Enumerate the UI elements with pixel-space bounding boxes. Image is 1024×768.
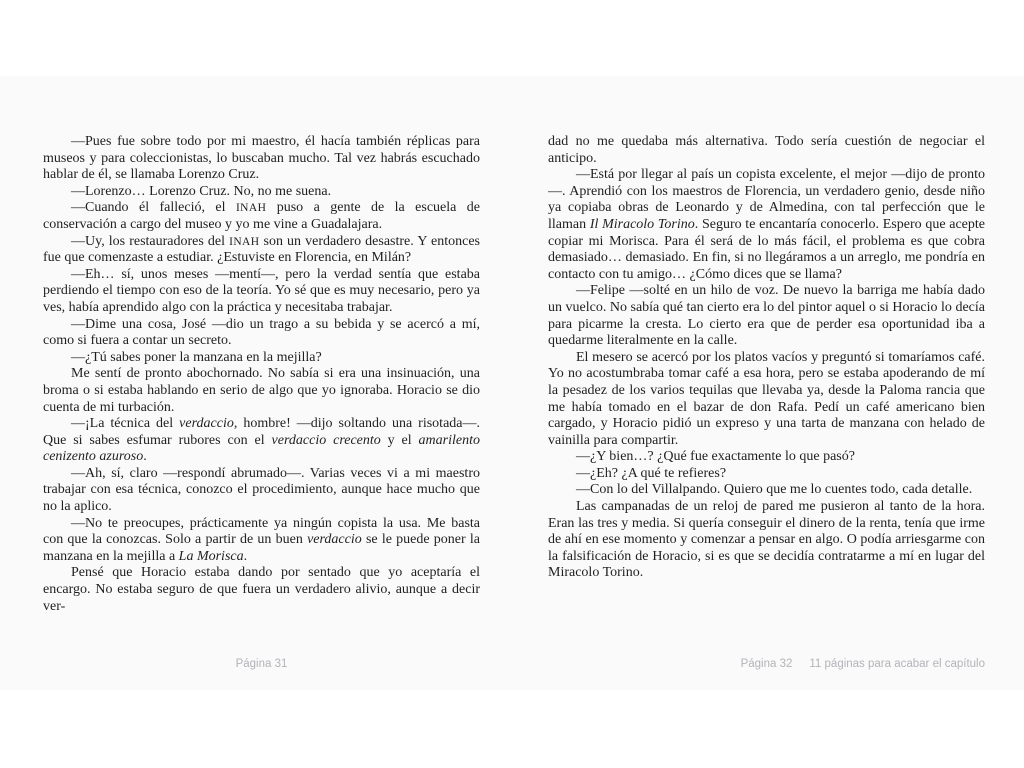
text-run: —Cuando él falleció, el: [71, 200, 236, 216]
smallcaps-acronym: INAH: [229, 235, 260, 248]
text-run: , hombre! —dijo soltando una risotada—. Que si sabes esfumar rubores con el: [43, 416, 480, 448]
text-run: Me sentí de pronto abochornado. No sabía si era una insinuación, una broma o si estaba hablando en serio de algo que yo ignoraba. Horacio se dio cuenta de mi turbación.: [43, 366, 480, 415]
right-page[interactable]: [548, 134, 985, 582]
smallcaps-acronym: INAH: [235, 202, 267, 215]
book-paragraph: [548, 499, 985, 582]
book-paragraph: [43, 350, 480, 367]
book-paragraph: [43, 134, 480, 184]
book-paragraph: [548, 466, 985, 483]
text-run: —¿Tú sabes poner la manzana en la mejilla?: [71, 349, 322, 365]
book-paragraph: [43, 516, 480, 566]
text-run: son un verdadero desastre. Y entonces fue que comenzaste a estudiar. ¿Estuviste en Florencia, en Milán?: [43, 233, 480, 266]
chapter-progress-label: 11 páginas para acabar el capítulo: [809, 658, 985, 670]
italic-text: verdaccio crecento: [271, 432, 381, 448]
text-run: —Pues fue sobre todo por mi maestro, él hacía también réplicas para museos y para coleccionistas, lo buscaban mucho. Tal vez habrás escuchado hablar de él, se llamaba Lorenzo Cruz.: [43, 134, 480, 183]
page-number-right: Página 32: [740, 658, 793, 670]
book-paragraph: [43, 416, 480, 466]
text-run: —Felipe —solté en un hilo de voz. De nuevo la barriga me había dado un vuelco. No sabía qué tan cierto era lo del pintor aquel o si Horacio lo decía para picarme la cresta. Lo cierto era que de perder esa oportunidad iba a quedarme literalmente en la calle.: [548, 283, 985, 349]
book-paragraph: [43, 466, 480, 516]
text-run: .: [143, 449, 147, 465]
book-paragraph: [548, 482, 985, 499]
text-run: —No te preocupes, prácticamente ya ningún copista la usa. Me basta con que la conozcas. Solo a partir de un buen: [43, 515, 480, 548]
text-run: puso a gente de la escuela de conservación a cargo del museo y yo me vine a Guadalajara.: [43, 200, 480, 232]
text-run: . Seguro te encantaría conocerlo. Espero que acepte copiar mi Morisca. Para él será de lo más fácil, el problema es que cobra demasiado… demasiado. En fin, si no llegáramos a un arreglo, me pondría en contacto con tu amigo… ¿Cómo dices que se llama?: [548, 216, 985, 282]
book-paragraph: [548, 283, 985, 349]
book-paragraph: [548, 167, 985, 283]
book-paragraph: [548, 350, 985, 450]
text-run: dad no me quedaba más alternativa. Todo sería cuestión de negociar el anticipo.: [548, 134, 985, 166]
book-paragraph: [43, 234, 480, 267]
text-run: Pensé que Horacio estaba dando por sentado que yo aceptaría el encargo. No estaba seguro de que fuera un verdadero alivio, aunque a decir ver-: [43, 565, 480, 614]
text-run: —Ah, sí, claro —respondí abrumado—. Varias veces vi a mi maestro trabajar con esa técnica, conozco el procedimiento, aunque hace mucho que no la aplico.: [43, 465, 480, 515]
book-paragraph: [548, 134, 985, 167]
text-run: Las campanadas de un reloj de pared me pusieron al tanto de la hora. Eran las tres y media. Si quería conseguir el dinero de la renta, tenía que irme de ahí en ese momento y comenzar a pensar en algo. O podía arriesgarme con la falsificación de Horacio, si es que se decidía contratarme a mí en lugar del Miracolo Torino.: [548, 499, 985, 581]
text-run: El mesero se acercó por los platos vacíos y preguntó si tomaríamos café. Yo no acostumbraba tomar café a esa hora, pero se estaba apoderando de mí la pesadez de los varios tequilas que llevaba ya, desde la Paloma rancia que me había tomado en el bazar de don Rafa. Pedí un café americano bien cargado, y Horacio pidió un expreso y una tarta de manzana con helado de vainilla para compartir.: [548, 349, 985, 448]
text-run: —Uy, los restauradores del: [71, 233, 230, 249]
page-number-left: Página 31: [235, 658, 288, 670]
text-run: se le puede poner la manzana en la mejilla a: [43, 532, 480, 564]
italic-text: Il Miracolo Torino: [589, 216, 695, 232]
italic-text: verdaccio: [179, 416, 234, 432]
book-paragraph: [43, 200, 480, 233]
text-run: —Eh… sí, unos meses —mentí—, pero la verdad sentía que estaba perdiendo el tiempo con eso de la teoría. Yo sé que es muy necesario, pero ya ves, había aprendido algo con la práctica y necesitaba trabajar.: [43, 266, 480, 315]
text-run: —¿Eh? ¿A qué te refieres?: [576, 465, 727, 481]
book-paragraph: [43, 184, 480, 201]
text-run: —Lorenzo… Lorenzo Cruz. No, no me suena.: [71, 183, 332, 199]
text-run: —¡La técnica del: [71, 416, 180, 432]
italic-text: La Morisca: [178, 548, 244, 564]
book-paragraph: [43, 366, 480, 416]
text-run: .: [243, 548, 248, 564]
book-paragraph: [43, 317, 480, 350]
italic-text: verdaccio: [307, 532, 362, 548]
text-run: y el: [380, 432, 419, 448]
text-run: —¿Y bien…? ¿Qué fue exactamente lo que pasó?: [576, 449, 855, 465]
left-page[interactable]: [43, 134, 480, 615]
text-run: —Dime una cosa, José —dio un trago a su bebida y se acercó a mí, como si fuera a contar un secreto.: [43, 316, 480, 349]
text-run: —Con lo del Villalpando. Quiero que me lo cuentes todo, cada detalle.: [576, 482, 973, 498]
book-paragraph: [43, 565, 480, 615]
book-paragraph: [548, 449, 985, 466]
book-paragraph: [43, 267, 480, 317]
italic-text: amarilento cenizento azuroso: [43, 432, 480, 465]
text-run: —Está por llegar al país un copista excelente, el mejor —dijo de pronto—. Aprendió con los maestros de Florencia, un verdadero genio, desde niño ya copiaba obras de Leonardo y de Almedina, con tal perfección que le llaman: [548, 167, 985, 232]
